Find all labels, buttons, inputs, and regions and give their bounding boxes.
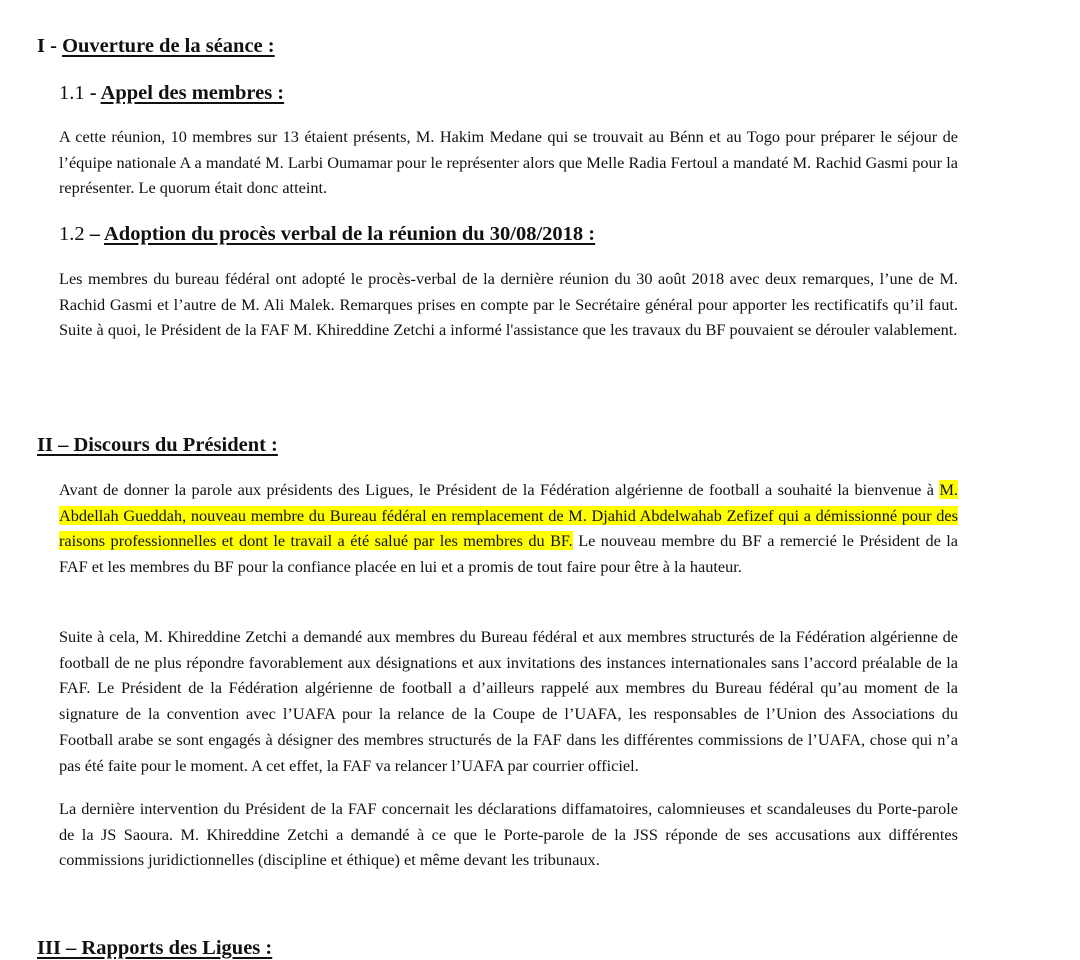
heading-separator: –: [84, 223, 104, 245]
heading-separator: -: [84, 82, 101, 104]
paragraph-minutes-adoption: Les membres du bureau fédéral ont adopté le procès-verbal de la dernière réunion du 30 août 2018 avec deux remarques, l’une de M. Rachid Gasmi et l’autre de M. Ali Malek. Remarques prises en compte par le Secrétaire général pour apporter les rectificatifs qu’il faut. Suite à quoi, le Président de la FAF M. Khireddine Zetchi a informé l'assistance que les travaux du BF pouvaient se dérouler valablement.: [59, 269, 958, 340]
heading-title: III – Rapports des Ligues :: [37, 937, 273, 959]
heading-title: Appel des membres :: [100, 82, 285, 104]
heading-number: 1.1: [59, 82, 85, 104]
paragraph-js-saoura: La dernière intervention du Président de la FAF concernait les déclarations diffamatoires, calomnieuses et scandaleuses du Porte-parole de la JS Saoura. M. Khireddine Zetchi a demandé à ce que le Porte-parole de la JSS réponde de ses accusations aux différentes commissions juridictionnelles (discipline et éthique) et même devant les tribunaux.: [59, 799, 958, 870]
paragraph-welcome: [59, 477, 958, 580]
heading-section-2: [37, 433, 278, 457]
heading-title: Adoption du procès verbal de la réunion du 30/08/2018 :: [104, 223, 596, 245]
heading-section-3: [37, 936, 272, 960]
welcome-text-before: Avant de donner la parole aux présidents des Ligues, le Président de la Fédération algérienne de football a souhaité la bienvenue à: [59, 480, 940, 499]
welcome-text-after: Le nouveau membre du BF a remercié le Président de la FAF et les membres du BF pour la confiance placée en lui et a promis de tout faire pour être à la hauteur.: [59, 531, 959, 577]
heading-section-1-2: [59, 222, 595, 246]
highlighted-text: M. Abdellah Gueddah, nouveau membre du Bureau fédéral en remplacement de M. Djahid Abdelwahab Zefizef qui a démissionné pour des raisons professionnelles et dont le travail a été salué par les membres du BF.: [59, 480, 958, 551]
paragraph-attendance: A cette réunion, 10 membres sur 13 étaient présents, M. Hakim Medane qui se trouvait au Bénn et au Togo pour préparer le séjour de l’équipe nationale A a mandaté M. Larbi Oumamar pour le représenter alors que Melle Radia Fertoul a mandaté M. Rachid Gasmi pour la représenter. Le quorum était donc atteint.: [59, 127, 958, 198]
heading-section-1: [37, 34, 275, 58]
heading-section-1-1: [59, 81, 284, 105]
heading-title: II – Discours du Président :: [37, 434, 278, 456]
heading-number: I -: [37, 35, 57, 57]
heading-title: Ouverture de la séance :: [62, 35, 275, 57]
paragraph-designations: Suite à cela, M. Khireddine Zetchi a demandé aux membres du Bureau fédéral et aux membres structurés de la Fédération algérienne de football de ne plus répondre favorablement aux désignations et aux invitations des instances internationales sans l’accord préalable de la FAF. Le Président de la Fédération algérienne de football a d’ailleurs rappelé aux membres du Bureau fédéral qu’au moment de la signature de la convention avec l’UAFA pour la relance de la Coupe de l’UAFA, les responsables de l’Union des Associations du Football arabe se sont engagés à désigner des membres structurés de la FAF dans les différentes commissions de l’UAFA, chose qui n’a pas été faite pour le moment. A cet effet, la FAF va relancer l’UAFA par courrier officiel.: [59, 627, 958, 775]
heading-number: 1.2: [59, 223, 85, 245]
